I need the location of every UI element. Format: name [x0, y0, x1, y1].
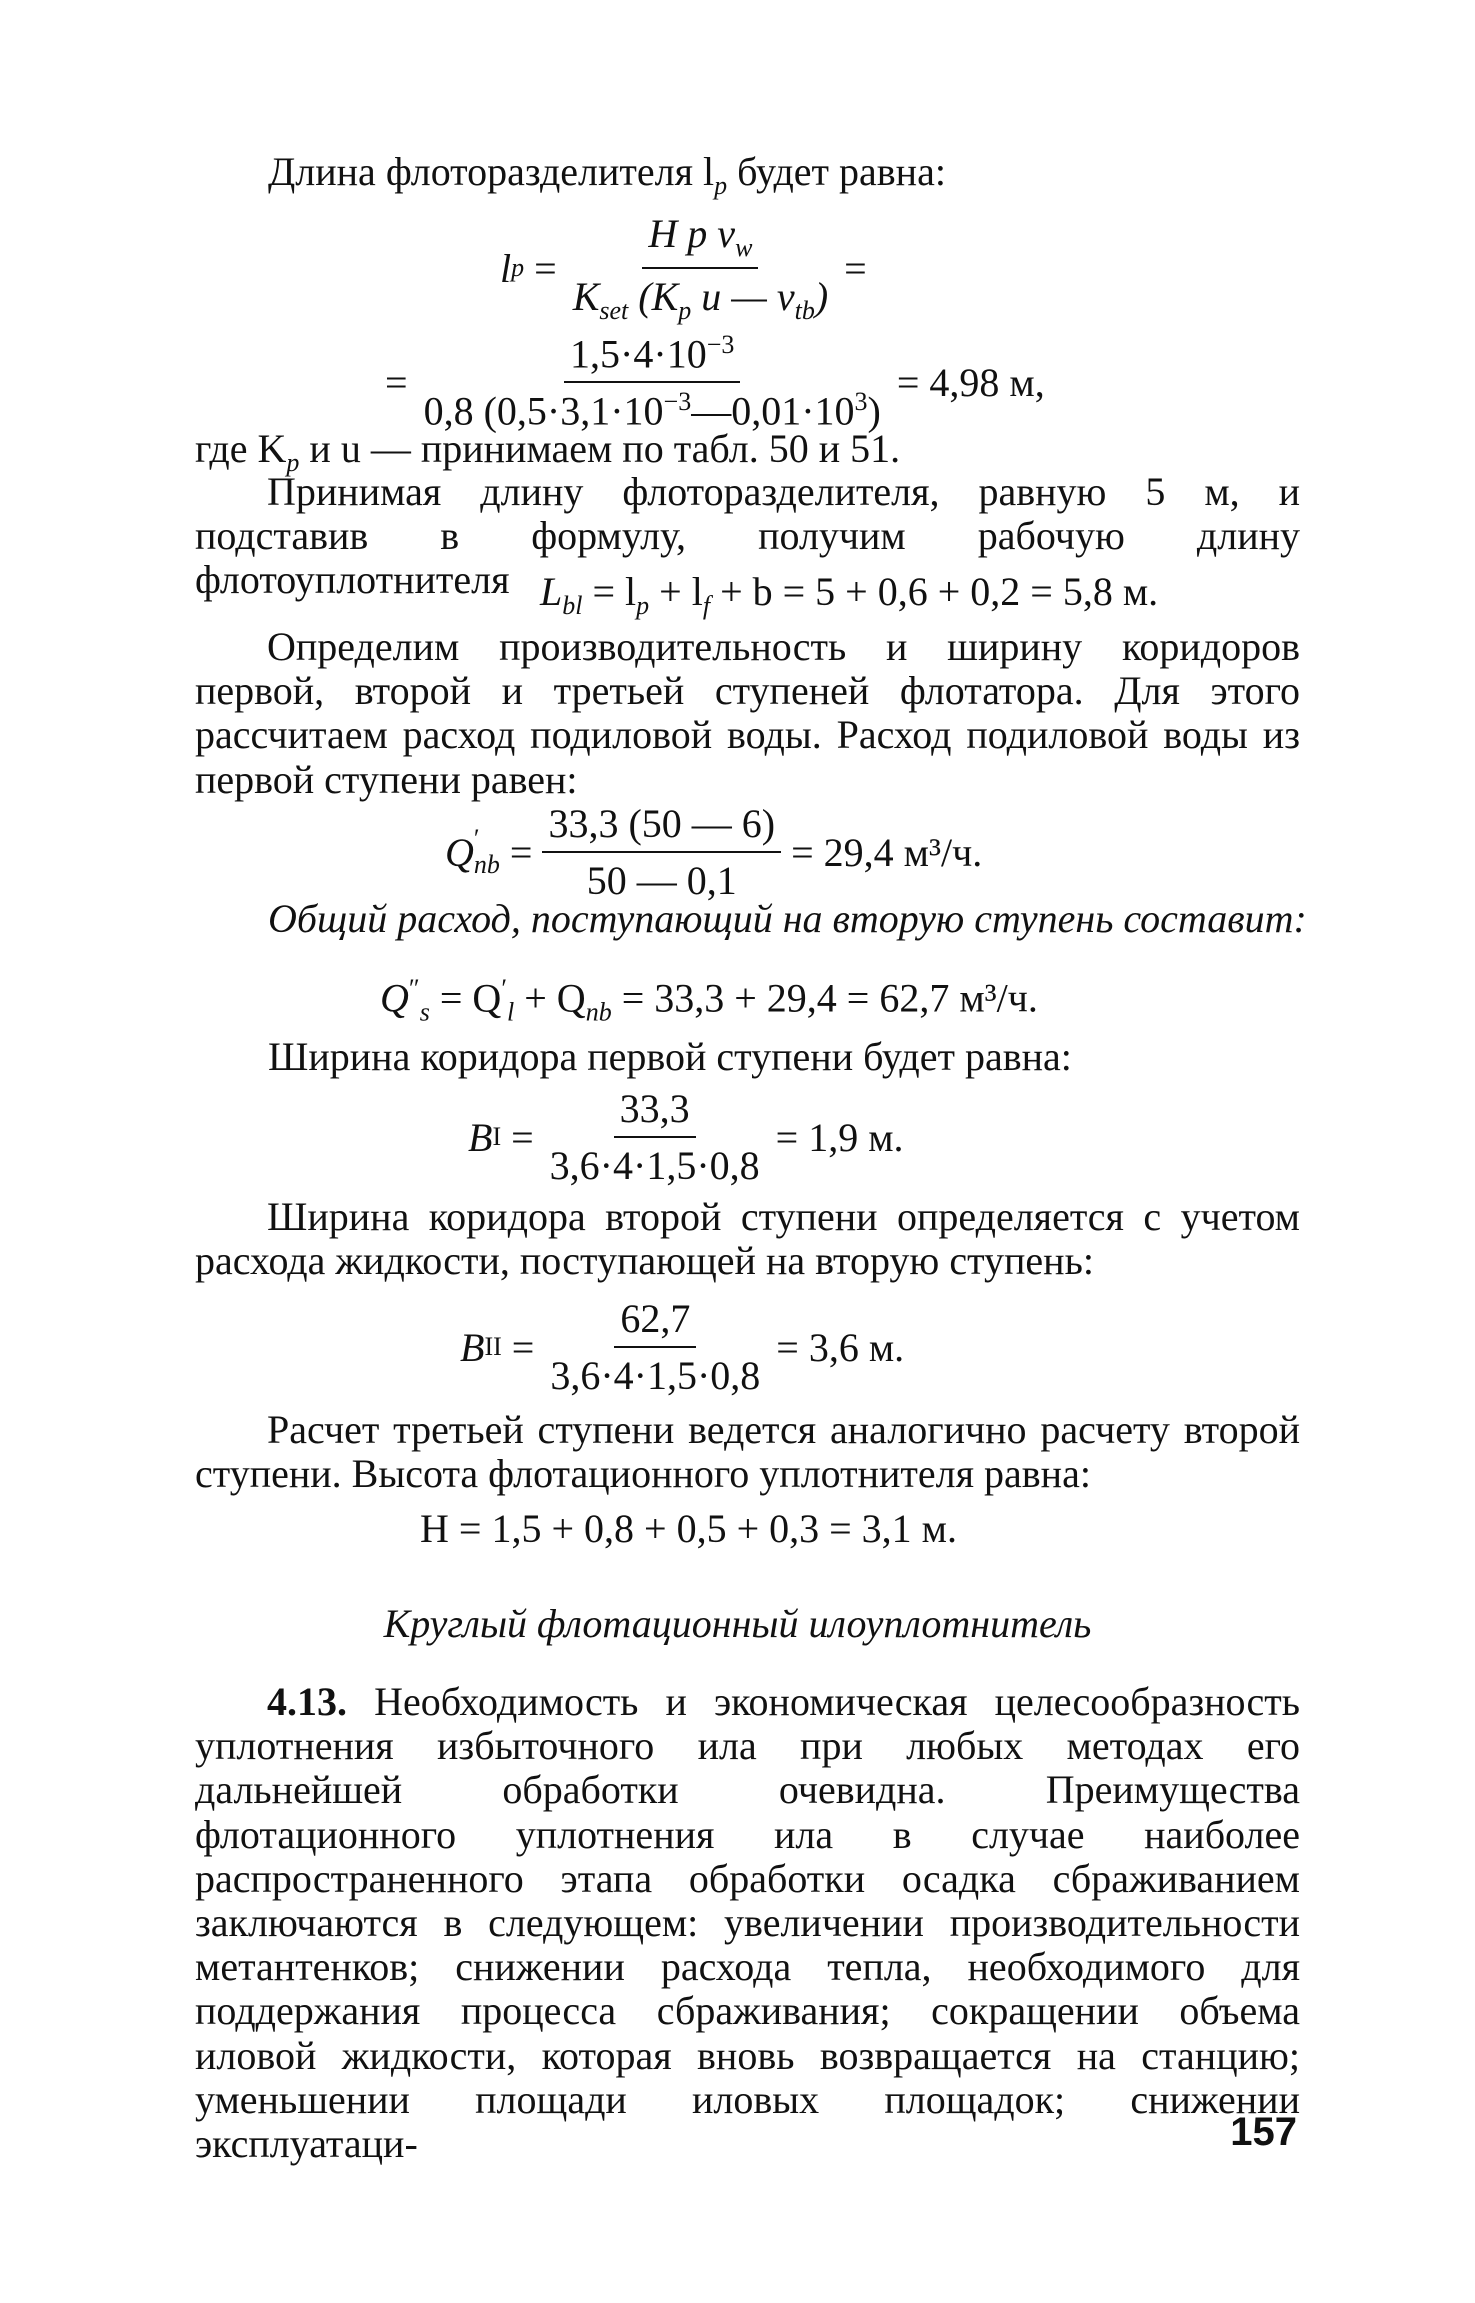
eq6-lhs: B	[468, 1114, 493, 1160]
eq1-den-tail2: u — ν	[691, 274, 795, 319]
eq1-fraction	[567, 210, 834, 326]
eq5-rest3: = 33,3 + 29,4 = 62,7 м³/ч.	[611, 975, 1038, 1021]
eq3-rest: = l	[582, 569, 637, 614]
equation-working-length	[540, 568, 1158, 630]
eq6-result: = 1,9 м.	[775, 1114, 904, 1160]
eq7-lhs-sub: II	[484, 1332, 502, 1361]
eq2-den-sup2: 3	[854, 387, 868, 417]
eq2-denominator: 0,8 (0,5·3,1·10	[423, 388, 664, 434]
equation-length-1: l p = $\frac{H p \nu_w}{K_{set} (K_p u — \nu_{tb})}$ =	[500, 211, 867, 325]
eq4-lhs-sup: ′	[473, 824, 480, 853]
eq3-rest3: + b = 5 + 0,6 + 0,2 = 5,8 м.	[710, 569, 1159, 614]
eq4-result: = 29,4 м³/ч.	[791, 829, 983, 875]
eq7-fraction	[544, 1295, 766, 1399]
eq1-den-sub: set	[599, 296, 629, 325]
eq4-denominator: 50 — 0,1	[586, 858, 737, 903]
eq1-lhs-sub: p	[511, 253, 525, 282]
eq6-numerator: 33,3	[614, 1085, 696, 1138]
section-number: 4.13.	[267, 1679, 347, 1724]
eq2-den-close: )	[867, 388, 881, 434]
paragraph-1: Принимая длину флоторазделителя, равную 5 м, и подставив в формулу, получим рабочую длину флотоуплотнителя	[195, 469, 1300, 603]
eq8-text: H = 1,5 + 0,8 + 0,5 + 0,3 = 3,1 м.	[420, 1506, 957, 1551]
equation-height	[420, 1505, 957, 1553]
paragraph-5: Ширина коридора второй ступени определяется с учетом расхода жидкости, поступающей на вторую ступень:	[195, 1194, 1300, 1284]
eq3-rest2: + l	[649, 569, 703, 614]
eq4-lhs-sub: nb	[473, 850, 500, 879]
eq5-sup: ″	[408, 974, 420, 1003]
eq1-den-tail: (K	[628, 274, 679, 319]
eq5-sup2: ′	[501, 974, 507, 1003]
paragraph-2: Определим производительность и ширину коридоров первой, второй и третьей ступеней флотатора. Для этого рассчитаем расход подиловой воды. Расход подиловой воды из первой ступени равен:	[195, 624, 1300, 802]
eq1-den-tail-sub: p	[678, 296, 692, 325]
eq5-lhs: Q	[380, 975, 409, 1021]
eq1-den-tail2-sub: tb	[794, 296, 815, 325]
equation-total-flow	[380, 965, 1038, 1036]
eq1-numerator: H p ν	[648, 211, 736, 256]
equation-length-2: = $\frac{1,5\cdot 4\cdot 10^{-3}}{0,8 (0,5\cdot 3,1\cdot 10^{-3}—0,01\cdot 10^3)}$ = 4,98 м,	[385, 330, 1045, 434]
eq1-num-sub: w	[735, 233, 753, 262]
eq7-result: = 3,6 м.	[776, 1324, 905, 1370]
eq6-lhs-sub: I	[492, 1122, 502, 1151]
intro-line	[268, 148, 946, 210]
paragraph-3: Общий расход, поступающий на вторую ступень составит:	[268, 896, 1307, 941]
eq2-result: = 4,98 м,	[896, 359, 1045, 405]
eq1-den-close: )	[814, 274, 829, 319]
where-text: где K	[195, 426, 287, 471]
eq2-fraction	[418, 330, 887, 435]
eq1-denominator: K	[572, 274, 600, 319]
paragraph-7-text: Необходимость и экономическая целесообразность уплотнения избыточного ила при любых методах его дальнейшей обработки очевидна. Преимущества флотационного уплотнения ила в случае наиболее распространенного этапа обработки осадка сбраживанием заключаются в следующем: увеличении производительности метантенков; снижении расхода тепла, необходимого для поддержания процесса сбраживания; сокращении объема иловой жидкости, которая вновь возвращается на станцию; уменьшении площади иловых площадок; снижении эксплуатаци-	[195, 1679, 1300, 2167]
eq6-denominator: 3,6·4·1,5·0,8	[549, 1143, 760, 1188]
eq7-numerator: 62,7	[614, 1295, 696, 1348]
eq3-lhs: L	[540, 569, 563, 614]
eq3-sub: bl	[562, 591, 583, 620]
eq5-sub: s	[419, 997, 430, 1027]
eq4-fraction	[542, 800, 781, 904]
eq5-sub3: nb	[585, 997, 612, 1027]
paragraph-4: Ширина коридора первой ступени будет равна:	[268, 1034, 1072, 1079]
eq2-num-sup: −3	[706, 330, 735, 359]
intro-tail: будет равна:	[727, 149, 946, 194]
eq2-numerator: 1,5·4·10	[570, 331, 707, 377]
eq3-sub2: p	[636, 591, 650, 620]
section-heading: Круглый флотационный илоуплотнитель	[383, 1601, 1092, 1646]
eq2-den-sup: −3	[663, 387, 692, 417]
eq1-lhs: l	[500, 245, 512, 291]
paragraph-6: Расчет третьей ступени ведется аналогично расчету второй ступени. Высота флотационного уплотнителя равна:	[195, 1407, 1300, 1497]
eq2-den-mid: —0,01·10	[691, 388, 855, 434]
eq6-fraction	[544, 1085, 766, 1189]
intro-subscript: р	[714, 171, 728, 200]
equation-flow-first-stage: Q ′ nb = $\frac{33,3 (50 — 6)}{50 — 0,1}$ = 29,4 м³/ч.	[445, 801, 983, 903]
eq5-sub2: l	[507, 997, 515, 1027]
eq7-denominator: 3,6·4·1,5·0,8	[550, 1353, 761, 1398]
eq5-rest2: + Q	[514, 975, 586, 1021]
eq5-rest: = Q	[429, 975, 502, 1021]
eq3-sub3: f	[702, 591, 711, 620]
where-sub: р	[286, 448, 300, 477]
eq7-lhs: B	[460, 1324, 485, 1370]
equation-width-second: B II = $\frac{62,7}{3,6\cdot 4\cdot 1,5\cdot 0,8}$ = 3,6 м.	[460, 1296, 905, 1398]
eq4-numerator: 33,3 (50 — 6)	[542, 800, 781, 853]
where-tail: и u — принимаем по табл. 50 и 51.	[299, 426, 901, 471]
eq1-equals: =	[844, 245, 867, 291]
intro-text: Длина флоторазделителя l	[268, 149, 715, 194]
equation-width-first: B I = $\frac{33,3}{3,6\cdot 4\cdot 1,5\cdot 0,8}$ = 1,9 м.	[468, 1086, 904, 1188]
paragraph-7	[195, 1680, 1300, 2166]
eq4-lhs: Q	[445, 829, 474, 875]
page-number: 157	[1230, 2110, 1297, 2154]
